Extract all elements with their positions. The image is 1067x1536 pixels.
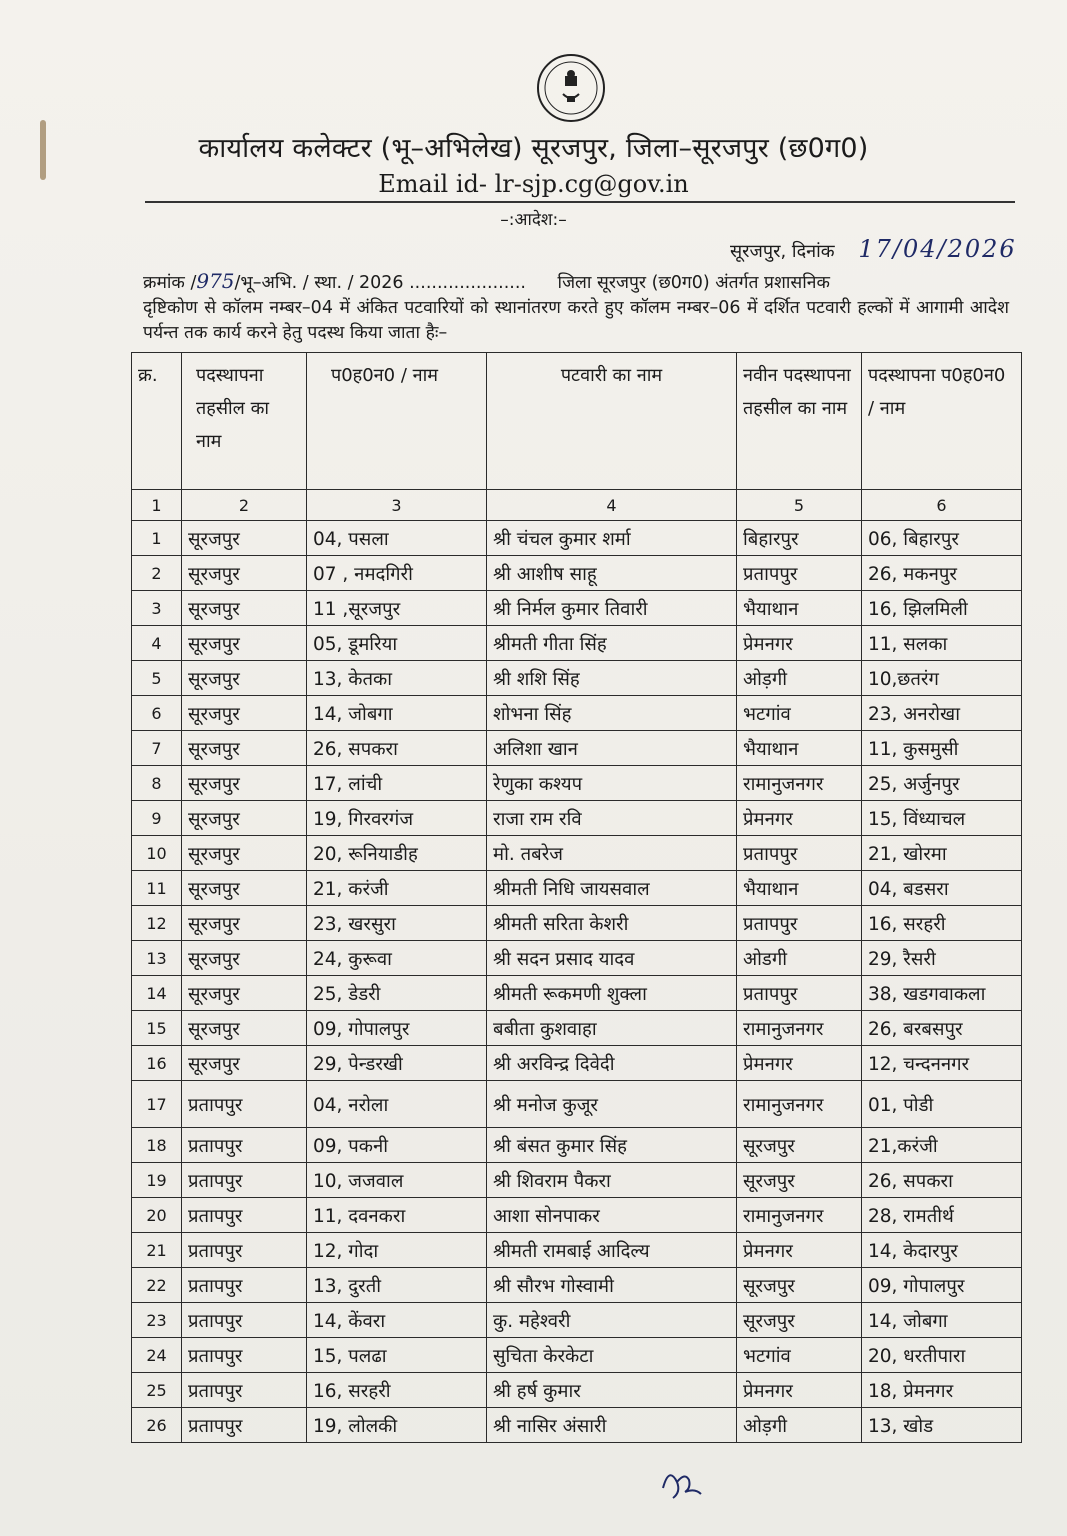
- tehsil-cell: सूरजपुर: [182, 626, 307, 661]
- patwari-name-cell: श्री हर्ष कुमार: [487, 1373, 737, 1408]
- tehsil-cell: प्रतापपुर: [182, 1408, 307, 1443]
- new-halka-cell: 18, प्रेमनगर: [862, 1373, 1022, 1408]
- tehsil-cell: सूरजपुर: [182, 801, 307, 836]
- column-number: 6: [862, 490, 1022, 521]
- halka-cell: 17, लांची: [307, 766, 487, 801]
- new-halka-cell: 26, मकनपुर: [862, 556, 1022, 591]
- halka-cell: 10, जजवाल: [307, 1163, 487, 1198]
- patwari-name-cell: श्री शशि सिंह: [487, 661, 737, 696]
- serial-number-cell: 4: [132, 626, 182, 661]
- new-tehsil-cell: प्रतापपुर: [737, 556, 862, 591]
- new-halka-cell: 14, जोबगा: [862, 1303, 1022, 1338]
- header-cell: पदस्थापना तहसील का नाम: [182, 353, 307, 490]
- table-row: [132, 731, 1022, 766]
- halka-cell: 20, रूनियाडीह: [307, 836, 487, 871]
- header-cell: पटवारी का नाम: [487, 353, 737, 490]
- order-body-text: दृष्टिकोण से कॉलम नम्बर–04 में अंकित पटवारियों को स्थानांतरण करते हुए कॉलम नम्बर–06 में दर्शित पटवारी हल्कों में आगामी आदेश पर्यन्त तक कार्य करने हेतु पदस्थ किया जाता हैः–: [143, 298, 1009, 343]
- patwari-name-cell: कु. महेश्वरी: [487, 1303, 737, 1338]
- halka-cell: 14, केंवरा: [307, 1303, 487, 1338]
- new-halka-cell: 23, अनरोखा: [862, 696, 1022, 731]
- new-tehsil-cell: प्रेमनगर: [737, 801, 862, 836]
- new-halka-cell: 14, केदारपुर: [862, 1233, 1022, 1268]
- halka-cell: 04, पसला: [307, 521, 487, 556]
- tehsil-cell: सूरजपुर: [182, 556, 307, 591]
- new-halka-cell: 26, बरबसपुर: [862, 1011, 1022, 1046]
- table-row: [132, 1011, 1022, 1046]
- new-halka-cell: 04, बडसरा: [862, 871, 1022, 906]
- patwari-name-cell: श्रीमती रामबाई आदिल्य: [487, 1233, 737, 1268]
- tehsil-cell: प्रतापपुर: [182, 1233, 307, 1268]
- patwari-name-cell: अलिशा खान: [487, 731, 737, 766]
- new-tehsil-cell: भैयाथान: [737, 591, 862, 626]
- new-halka-cell: 21, खोरमा: [862, 836, 1022, 871]
- patwari-name-cell: श्रीमती रूकमणी शुक्ला: [487, 976, 737, 1011]
- table-row: [132, 556, 1022, 591]
- patwari-name-cell: श्रीमती गीता सिंह: [487, 626, 737, 661]
- new-halka-cell: 28, रामतीर्थ: [862, 1198, 1022, 1233]
- table-row: [132, 1268, 1022, 1303]
- serial-number-cell: 21: [132, 1233, 182, 1268]
- new-halka-cell: 26, सपकरा: [862, 1163, 1022, 1198]
- new-tehsil-cell: प्रतापपुर: [737, 906, 862, 941]
- new-tehsil-cell: बिहारपुर: [737, 521, 862, 556]
- new-tehsil-cell: ओडगी: [737, 941, 862, 976]
- patwari-name-cell: राजा राम रवि: [487, 801, 737, 836]
- serial-number-cell: 22: [132, 1268, 182, 1303]
- header-cell: नवीन पदस्थापना तहसील का नाम: [737, 353, 862, 490]
- halka-cell: 16, सरहरी: [307, 1373, 487, 1408]
- halka-cell: 26, सपकरा: [307, 731, 487, 766]
- order-suffix: /भू–अभि. / स्था. / 2026 .....................: [234, 273, 526, 293]
- tehsil-cell: प्रतापपुर: [182, 1163, 307, 1198]
- halka-cell: 09, गोपालपुर: [307, 1011, 487, 1046]
- table-row: [132, 1198, 1022, 1233]
- table-row: [132, 661, 1022, 696]
- tehsil-cell: प्रतापपुर: [182, 1338, 307, 1373]
- order-prefix: क्रमांक /: [143, 273, 197, 293]
- table-row: [132, 906, 1022, 941]
- order-heading: –:आदेश:–: [500, 210, 567, 230]
- tehsil-cell: प्रतापपुर: [182, 1303, 307, 1338]
- tehsil-cell: प्रतापपुर: [182, 1373, 307, 1408]
- office-title: कार्यालय कलेक्टर (भू–अभिलेख) सूरजपुर, जिला–सूरजपुर (छ0ग0): [198, 133, 869, 164]
- patwari-name-cell: बबीता कुशवाहा: [487, 1011, 737, 1046]
- patwari-name-cell: मो. तबरेज: [487, 836, 737, 871]
- halka-cell: 13, दुरती: [307, 1268, 487, 1303]
- new-halka-cell: 11, सलका: [862, 626, 1022, 661]
- halka-cell: 11, दवनकरा: [307, 1198, 487, 1233]
- halka-cell: 29, पेन्डरखी: [307, 1046, 487, 1081]
- halka-cell: 14, जोबगा: [307, 696, 487, 731]
- table-row: [132, 521, 1022, 556]
- table-row: [132, 1408, 1022, 1443]
- serial-number-cell: 8: [132, 766, 182, 801]
- transfer-table: [131, 352, 1022, 1443]
- serial-number-cell: 20: [132, 1198, 182, 1233]
- halka-cell: 21, करंजी: [307, 871, 487, 906]
- new-halka-cell: 13, खोड: [862, 1408, 1022, 1443]
- tehsil-cell: सूरजपुर: [182, 836, 307, 871]
- patwari-name-cell: आशा सोनपाकर: [487, 1198, 737, 1233]
- new-tehsil-cell: सूरजपुर: [737, 1268, 862, 1303]
- table-row: [132, 941, 1022, 976]
- patwari-name-cell: श्री बंसत कुमार सिंह: [487, 1128, 737, 1163]
- serial-number-cell: 13: [132, 941, 182, 976]
- table-row: [132, 1128, 1022, 1163]
- serial-number-cell: 6: [132, 696, 182, 731]
- tehsil-cell: सूरजपुर: [182, 976, 307, 1011]
- serial-number-cell: 1: [132, 521, 182, 556]
- tehsil-cell: सूरजपुर: [182, 1046, 307, 1081]
- patwari-name-cell: श्रीमती सरिता केशरी: [487, 906, 737, 941]
- tehsil-cell: प्रतापपुर: [182, 1268, 307, 1303]
- place-label: सूरजपुर, दिनांक: [730, 241, 835, 262]
- office-email: Email id- lr-sjp.cg@gov.in: [378, 170, 689, 198]
- table-row: [132, 801, 1022, 836]
- column-number: 1: [132, 490, 182, 521]
- new-tehsil-cell: प्रेमनगर: [737, 626, 862, 661]
- serial-number-cell: 3: [132, 591, 182, 626]
- new-tehsil-cell: भटगांव: [737, 696, 862, 731]
- table-row: [132, 871, 1022, 906]
- patwari-name-cell: श्री शिवराम पैकरा: [487, 1163, 737, 1198]
- serial-number-cell: 14: [132, 976, 182, 1011]
- table-row: [132, 1303, 1022, 1338]
- table-row: [132, 696, 1022, 731]
- new-tehsil-cell: प्रतापपुर: [737, 976, 862, 1011]
- new-tehsil-cell: भैयाथान: [737, 871, 862, 906]
- header-cell: प0ह0न0 / नाम: [307, 353, 487, 490]
- new-halka-cell: 16, झिलमिली: [862, 591, 1022, 626]
- serial-number-cell: 17: [132, 1081, 182, 1128]
- order-date: 17/04/2026: [858, 235, 1017, 263]
- new-halka-cell: 20, धरतीपारा: [862, 1338, 1022, 1373]
- column-number: 5: [737, 490, 862, 521]
- patwari-name-cell: श्री अरविन्द्र दिवेदी: [487, 1046, 737, 1081]
- table-row: [132, 591, 1022, 626]
- halka-cell: 19, लोलकी: [307, 1408, 487, 1443]
- order-number: 975: [196, 269, 235, 293]
- serial-number-cell: 12: [132, 906, 182, 941]
- tehsil-cell: प्रतापपुर: [182, 1128, 307, 1163]
- new-halka-cell: 12, चन्दननगर: [862, 1046, 1022, 1081]
- patwari-name-cell: श्री सौरभ गोस्वामी: [487, 1268, 737, 1303]
- new-tehsil-cell: रामानुजनगर: [737, 766, 862, 801]
- patwari-name-cell: रेणुका कश्यप: [487, 766, 737, 801]
- patwari-name-cell: श्री सदन प्रसाद यादव: [487, 941, 737, 976]
- serial-number-cell: 5: [132, 661, 182, 696]
- place-date: [730, 235, 1017, 263]
- new-tehsil-cell: भटगांव: [737, 1338, 862, 1373]
- new-halka-cell: 09, गोपालपुर: [862, 1268, 1022, 1303]
- header-cell: पदस्थापना प0ह0न0 / नाम: [862, 353, 1022, 490]
- column-number: 4: [487, 490, 737, 521]
- serial-number-cell: 11: [132, 871, 182, 906]
- table-row: [132, 1046, 1022, 1081]
- table-row: [132, 1338, 1022, 1373]
- table-row: [132, 1081, 1022, 1128]
- header-cell: क्र.: [132, 353, 182, 490]
- halka-cell: 05, डूमरिया: [307, 626, 487, 661]
- header-divider: [145, 201, 1015, 203]
- order-intro: जिला सूरजपुर (छ0ग0) अंतर्गत प्रशासनिक: [557, 273, 830, 293]
- serial-number-cell: 24: [132, 1338, 182, 1373]
- tehsil-cell: सूरजपुर: [182, 941, 307, 976]
- new-tehsil-cell: सूरजपुर: [737, 1163, 862, 1198]
- new-halka-cell: 01, पोडी: [862, 1081, 1022, 1128]
- serial-number-cell: 18: [132, 1128, 182, 1163]
- new-tehsil-cell: प्रेमनगर: [737, 1373, 862, 1408]
- serial-number-cell: 16: [132, 1046, 182, 1081]
- halka-cell: 11 ,सूरजपुर: [307, 591, 487, 626]
- column-number-row: [132, 490, 1022, 521]
- patwari-name-cell: श्री नासिर अंसारी: [487, 1408, 737, 1443]
- new-tehsil-cell: प्रेमनगर: [737, 1233, 862, 1268]
- new-tehsil-cell: सूरजपुर: [737, 1128, 862, 1163]
- new-tehsil-cell: रामानुजनगर: [737, 1198, 862, 1233]
- table-row: [132, 1373, 1022, 1408]
- tehsil-cell: सूरजपुर: [182, 661, 307, 696]
- column-number: 3: [307, 490, 487, 521]
- halka-cell: 25, डेडरी: [307, 976, 487, 1011]
- new-halka-cell: 38, खडगवाकला: [862, 976, 1022, 1011]
- new-halka-cell: 29, रैसरी: [862, 941, 1022, 976]
- column-number: 2: [182, 490, 307, 521]
- patwari-name-cell: सुचिता केरकेटा: [487, 1338, 737, 1373]
- serial-number-cell: 9: [132, 801, 182, 836]
- tehsil-cell: सूरजपुर: [182, 591, 307, 626]
- halka-cell: 24, कुरूवा: [307, 941, 487, 976]
- new-halka-cell: 21,करंजी: [862, 1128, 1022, 1163]
- tehsil-cell: सूरजपुर: [182, 906, 307, 941]
- new-halka-cell: 15, विंध्याचल: [862, 801, 1022, 836]
- signature-mark: [655, 1458, 705, 1502]
- new-tehsil-cell: ओड़गी: [737, 661, 862, 696]
- table-row: [132, 626, 1022, 661]
- new-tehsil-cell: रामानुजनगर: [737, 1011, 862, 1046]
- serial-number-cell: 25: [132, 1373, 182, 1408]
- serial-number-cell: 19: [132, 1163, 182, 1198]
- new-halka-cell: 11, कुसमुसी: [862, 731, 1022, 766]
- serial-number-cell: 7: [132, 731, 182, 766]
- serial-number-cell: 26: [132, 1408, 182, 1443]
- new-tehsil-cell: रामानुजनगर: [737, 1081, 862, 1128]
- new-halka-cell: 25, अर्जुनपुर: [862, 766, 1022, 801]
- table-row: [132, 1163, 1022, 1198]
- patwari-name-cell: श्रीमती निधि जायसवाल: [487, 871, 737, 906]
- new-halka-cell: 10,छतरंग: [862, 661, 1022, 696]
- table-header-row: [132, 353, 1022, 490]
- new-halka-cell: 16, सरहरी: [862, 906, 1022, 941]
- tehsil-cell: सूरजपुर: [182, 871, 307, 906]
- new-tehsil-cell: प्रेमनगर: [737, 1046, 862, 1081]
- serial-number-cell: 15: [132, 1011, 182, 1046]
- patwari-name-cell: श्री चंचल कुमार शर्मा: [487, 521, 737, 556]
- new-halka-cell: 06, बिहारपुर: [862, 521, 1022, 556]
- halka-cell: 04, नरोला: [307, 1081, 487, 1128]
- tehsil-cell: प्रतापपुर: [182, 1081, 307, 1128]
- new-tehsil-cell: प्रतापपुर: [737, 836, 862, 871]
- tehsil-cell: सूरजपुर: [182, 731, 307, 766]
- patwari-name-cell: श्री निर्मल कुमार तिवारी: [487, 591, 737, 626]
- order-number-line: [143, 269, 1013, 294]
- government-seal-icon: [535, 52, 607, 124]
- halka-cell: 19, गिरवरगंज: [307, 801, 487, 836]
- serial-number-cell: 10: [132, 836, 182, 871]
- tehsil-cell: प्रतापपुर: [182, 1198, 307, 1233]
- tehsil-cell: सूरजपुर: [182, 1011, 307, 1046]
- new-tehsil-cell: भैयाथान: [737, 731, 862, 766]
- halka-cell: 13, केतका: [307, 661, 487, 696]
- new-tehsil-cell: सूरजपुर: [737, 1303, 862, 1338]
- serial-number-cell: 23: [132, 1303, 182, 1338]
- table-row: [132, 1233, 1022, 1268]
- serial-number-cell: 2: [132, 556, 182, 591]
- halka-cell: 12, गोदा: [307, 1233, 487, 1268]
- table-row: [132, 836, 1022, 871]
- patwari-name-cell: श्री मनोज कुजूर: [487, 1081, 737, 1128]
- table-row: [132, 766, 1022, 801]
- tehsil-cell: सूरजपुर: [182, 766, 307, 801]
- halka-cell: 07 , नमदगिरी: [307, 556, 487, 591]
- tehsil-cell: सूरजपुर: [182, 521, 307, 556]
- new-tehsil-cell: ओड़गी: [737, 1408, 862, 1443]
- halka-cell: 23, खरसुरा: [307, 906, 487, 941]
- halka-cell: 15, पलढा: [307, 1338, 487, 1373]
- tehsil-cell: सूरजपुर: [182, 696, 307, 731]
- table-row: [132, 976, 1022, 1011]
- halka-cell: 09, पकनी: [307, 1128, 487, 1163]
- patwari-name-cell: शोभना सिंह: [487, 696, 737, 731]
- patwari-name-cell: श्री आशीष साहू: [487, 556, 737, 591]
